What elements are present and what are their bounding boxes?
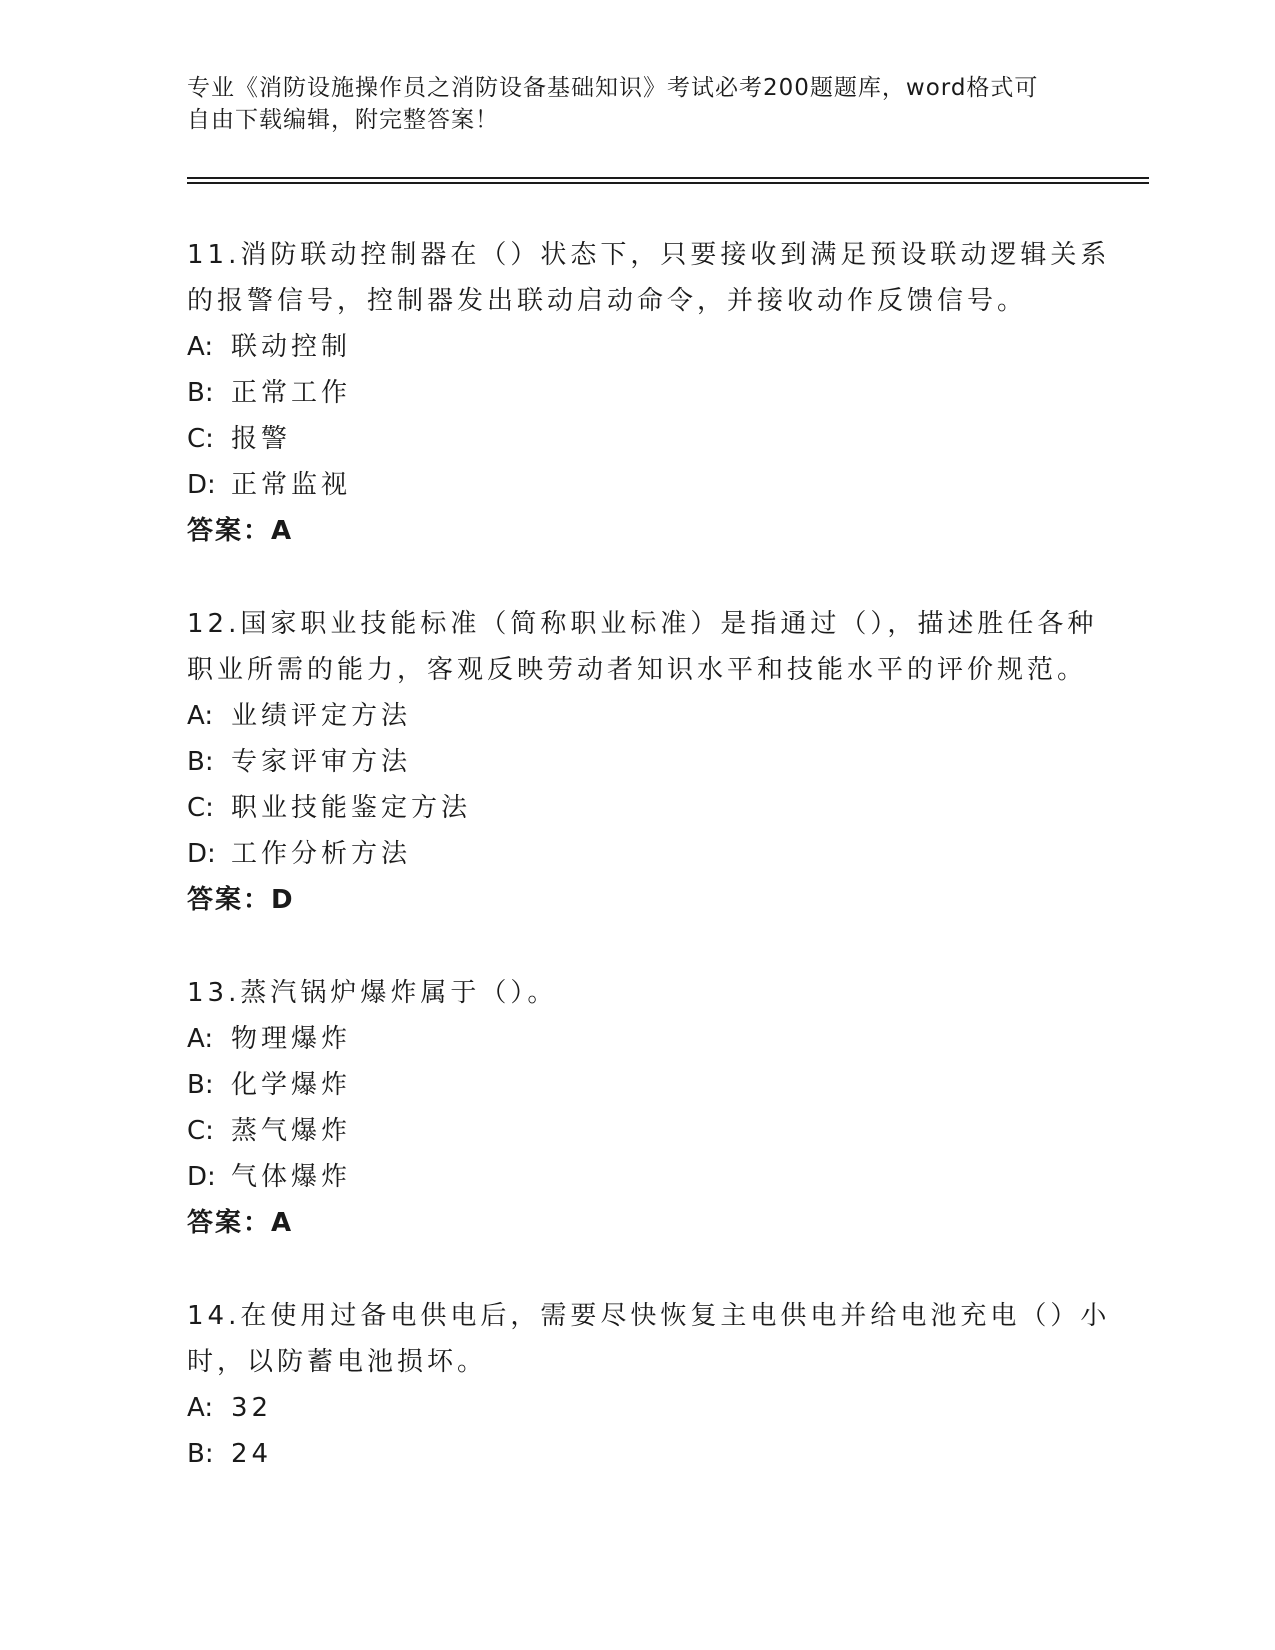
option-text: 物理爆炸 [231,1024,352,1054]
option-letter: B: [187,1070,214,1100]
question-text-line: 13.蒸汽锅炉爆炸属于（）。 [187,978,558,1008]
header-line-1: 专业《消防设施操作员之消防设备基础知识》考试必考200题题库，word格式可 [187,75,1039,101]
question-text-line: 的报警信号，控制器发出联动启动命令，并接收动作反馈信号。 [187,286,1028,316]
option-letter: C: [187,1116,214,1146]
answer-value: A [271,516,292,546]
option-letter: D: [187,839,216,869]
option-letter: B: [187,378,214,408]
answer-label: 答案： [187,885,272,915]
option-a [187,1385,1087,1431]
option-letter: C: [187,793,214,823]
option-letter: D: [187,470,216,500]
option-text: 工作分析方法 [231,839,412,869]
option-text: 联动控制 [231,332,352,362]
option-d [187,831,1087,877]
question-list [187,232,1111,1524]
option-text: 24 [231,1439,273,1469]
option-text: 化学爆炸 [231,1070,352,1100]
answer-label: 答案： [187,516,272,546]
answer [187,1200,1087,1246]
question-text-line: 12.国家职业技能标准（简称职业标准）是指通过（），描述胜任各种 [187,609,1098,639]
question-13 [187,970,1087,1246]
option-a [187,1016,1087,1062]
question-text-line: 职业所需的能力，客观反映劳动者知识水平和技能水平的评价规范。 [187,655,1088,685]
option-letter: D: [187,1162,216,1192]
option-a [187,693,1087,739]
question-text-line: 时，以防蓄电池损坏。 [187,1347,488,1377]
option-text: 气体爆炸 [231,1162,352,1192]
header-line-2: 自由下载编辑，附完整答案！ [187,107,499,133]
option-c [187,785,1087,831]
answer [187,877,1087,923]
option-b [187,1431,1087,1477]
header-divider-top [187,177,1149,179]
option-letter: A: [187,1024,214,1054]
option-letter: B: [187,747,214,777]
option-d [187,1154,1087,1200]
option-letter: B: [187,1439,214,1469]
question-14 [187,1293,1111,1477]
option-b [187,739,1087,785]
question-text-line: 11.消防联动控制器在（）状态下，只要接收到满足预设联动逻辑关系 [187,240,1111,270]
option-c [187,416,1087,462]
question-11 [187,232,1111,554]
answer-value: D [271,885,293,915]
option-d [187,462,1087,508]
option-letter: A: [187,332,214,362]
document-header [187,72,1067,136]
answer [187,508,1087,554]
option-c [187,1108,1087,1154]
option-text: 蒸气爆炸 [231,1116,352,1146]
option-letter: A: [187,701,214,731]
question-text-line: 14.在使用过备电供电后，需要尽快恢复主电供电并给电池充电（）小 [187,1301,1111,1331]
option-letter: A: [187,1393,214,1423]
option-text: 正常监视 [231,470,352,500]
answer-label: 答案： [187,1208,272,1238]
option-text: 正常工作 [231,378,352,408]
option-text: 32 [231,1393,273,1423]
answer-value: A [271,1208,292,1238]
question-12 [187,601,1098,923]
option-text: 报警 [231,424,292,454]
option-b [187,1062,1087,1108]
option-b [187,370,1087,416]
option-text: 专家评审方法 [231,747,412,777]
option-text: 业绩评定方法 [231,701,412,731]
option-letter: C: [187,424,214,454]
header-divider-bottom [187,182,1149,184]
option-text: 职业技能鉴定方法 [231,793,472,823]
option-a [187,324,1087,370]
